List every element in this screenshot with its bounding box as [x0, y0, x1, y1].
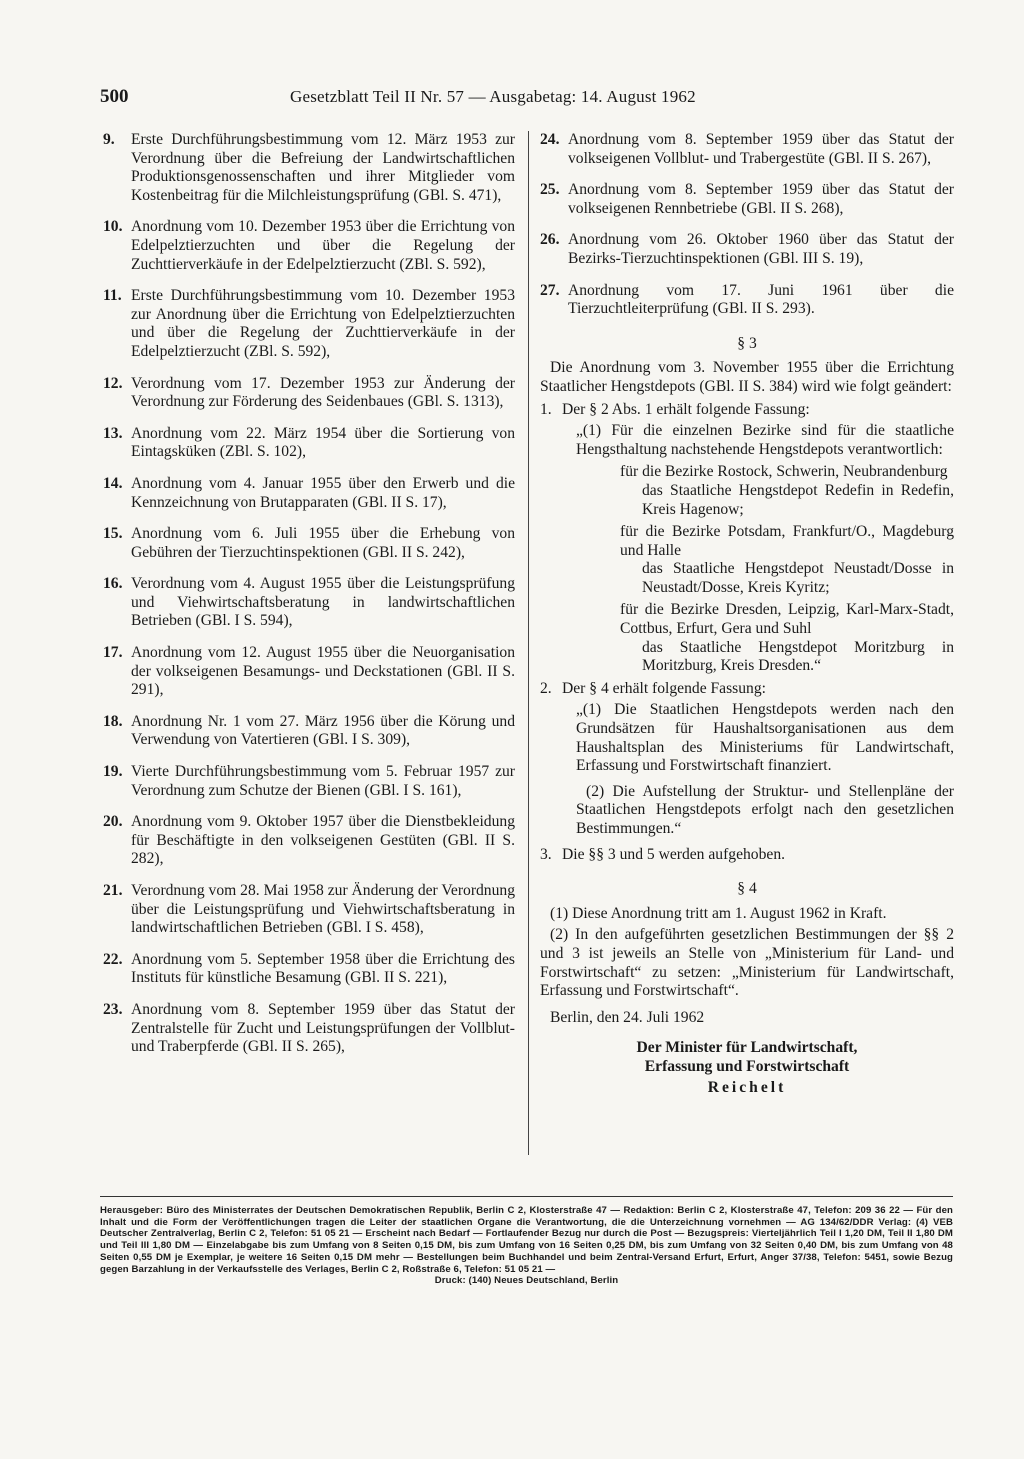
item-number: 24. — [540, 131, 560, 148]
list-item — [103, 425, 515, 462]
item-number: 13. — [103, 424, 123, 442]
page-header — [100, 86, 760, 110]
item-text: Verordnung vom 17. Dezember 1953 zur Änderung der Verordnung zur Förderung des Seidenbaues (GBl. S. 1313), — [131, 374, 515, 411]
signer-name: Reichelt — [707, 1078, 787, 1096]
quoted-text-1 — [540, 422, 954, 676]
footer-rule — [100, 1196, 953, 1197]
item-number: 20. — [103, 813, 123, 831]
list-item — [103, 525, 515, 562]
list-item — [103, 475, 515, 512]
district-group: für die Bezirke Dresden, Leipzig, Karl-Marx-Stadt, Cottbus, Erfurt, Gera und Suhl — [620, 601, 954, 638]
item-text: Anordnung vom 8. September 1959 über das Statut der volkseigenen Vollblut- und Trabergestüte (GBl. II S. 267), — [568, 131, 954, 167]
item-text: Anordnung vom 26. Oktober 1960 über das Statut der Bezirks-Tierzuchtinspektionen (GBl. III S. 19), — [568, 231, 954, 267]
list-item — [103, 131, 515, 205]
section-4-title: § 4 — [737, 880, 757, 898]
list-item — [103, 951, 515, 988]
list-item — [540, 131, 954, 168]
item-text: Verordnung vom 28. Mai 1958 zur Änderung der Verordnung über die Leistungsprüfung und Viehwirtschaftsberatung in landwirtschaftlichen Betrieben (GBl. I S. 458), — [131, 882, 515, 937]
signature-block — [540, 1039, 954, 1076]
amendment-text: Der § 4 erhält folgende Fassung: — [562, 679, 766, 697]
item-number: 15. — [103, 525, 123, 543]
list-item — [103, 713, 515, 750]
list-item — [103, 644, 515, 700]
item-text: Anordnung vom 10. Dezember 1953 über die Errichtung von Edelpelztierzuchten und über die Regelung der Zuchttierverkäufe in der Edelpelztierzucht (ZBl. S. 592), — [131, 218, 515, 273]
item-text: Anordnung vom 22. März 1954 über die Sortierung von Eintagsküken (ZBl. S. 102), — [131, 424, 515, 461]
quote-paragraph: (2) Die Aufstellung der Struktur- und Stellenpläne der Staatlichen Hengstdepots erfolgt nach den gesetzlichen Bestimmungen.“ — [576, 782, 954, 837]
list-item — [103, 1001, 515, 1057]
stud-depot: das Staatliche Hengstdepot Redefin in Redefin, Kreis Hagenow; — [642, 481, 954, 518]
section-3-intro: Die Anordnung vom 3. November 1955 über die Errichtung Staatlicher Hengstdepots (GBl. II S. 384) wird wie folgt geändert: — [540, 359, 954, 395]
item-text: Anordnung vom 5. September 1958 über die Errichtung des Instituts für künstliche Besamung (GBl. II S. 221), — [131, 950, 515, 987]
amendment-text: Der § 2 Abs. 1 erhält folgende Fassung: — [562, 400, 810, 418]
item-text: Anordnung Nr. 1 vom 27. März 1956 über die Körung und Verwendung von Vatertieren (GBl. I S. 309), — [131, 712, 515, 749]
item-number: 26. — [540, 231, 560, 249]
imprint — [100, 1205, 953, 1287]
item-number: 27. — [540, 281, 560, 299]
item-text: Anordnung vom 9. Oktober 1957 über die Dienstbekleidung für Beschäftigte in den volkseigenen Gestüten (GBl. II S. 282), — [131, 813, 515, 868]
item-number: 18. — [103, 712, 123, 730]
amendment-number: 1. — [540, 400, 552, 418]
stud-depot: das Staatliche Hengstdepot Moritzburg in Moritzburg, Kreis Dresden.“ — [642, 638, 954, 675]
list-item — [103, 575, 515, 631]
item-text: Anordnung vom 12. August 1955 über die Neuorganisation der volkseigenen Besamungs- und Deckstationen (GBl. II S. 291), — [131, 644, 515, 699]
page-number: 500 — [100, 86, 129, 107]
amendment-number: 2. — [540, 679, 552, 697]
district-group: für die Bezirke Potsdam, Frankfurt/O., Magdeburg und Halle — [620, 523, 954, 559]
right-column — [540, 131, 954, 1097]
item-text: Erste Durchführungsbestimmung vom 12. März 1953 zur Verordnung über die Befreiung der Landwirtschaftlichen Produktionsgenossenschaften und ihrer Mitglieder vom Kostenbeitrag für die Milchleistungsprüfung (GBl. S. 471), — [131, 131, 515, 204]
item-number: 23. — [103, 1000, 123, 1018]
amendment-number: 3. — [540, 845, 552, 863]
quote-intro: „(1) Für die einzelnen Bezirke sind für die staatliche Hengsthaltung nachstehende Hengstdepots verantwortlich: — [576, 422, 954, 458]
list-item — [103, 218, 515, 274]
item-text: Vierte Durchführungsbestimmung vom 5. Februar 1957 zur Verordnung zum Schutze der Bienen (GBl. I S. 161), — [131, 763, 515, 799]
district-group: für die Bezirke Rostock, Schwerin, Neubrandenburg — [620, 463, 948, 481]
list-item — [540, 282, 954, 319]
list-item — [540, 181, 954, 218]
item-text: Anordnung vom 8. September 1959 über das Statut der volkseigenen Rennbetriebe (GBl. II S. 268), — [568, 181, 954, 217]
item-text: Anordnung vom 6. Juli 1955 über die Erhebung von Gebühren der Tierzuchtinspektionen (GBl. II S. 242), — [131, 525, 515, 561]
list-item — [103, 763, 515, 800]
item-text: Anordnung vom 8. September 1959 über das Statut der Zentralstelle für Zucht und Leistungsprüfungen der Vollblut- und Traberpferde (GBl. II S. 265), — [131, 1000, 515, 1056]
list-item — [540, 231, 954, 268]
item-number: 19. — [103, 763, 123, 781]
item-number: 14. — [103, 474, 123, 492]
list-item — [103, 287, 515, 361]
signature-line: Erfassung und Forstwirtschaft — [644, 1057, 850, 1075]
list-item — [103, 882, 515, 938]
imprint-text: Herausgeber: Büro des Ministerrates der Deutschen Demokratischen Republik, Berlin C 2, Klosterstraße 47 — Redaktion: Berlin C 2, Klosterstraße 47, Telefon: 209 36 22 — Für den Inhalt und die Form der Veröffentlichungen tragen die Leiter der staatlichen Organe die Verantwortung, die die Unterzeichnung vornehmen — AG 134/62/DDR Verlag: (4) VEB Deutscher Zentralverlag, Berlin C 2, Telefon: 51 05 21 — Erscheint nach Bedarf — Fortlaufender Bezug nur durch die Post — Bezugspreis: Vierteljährlich Teil I 1,20 DM, Teil II 1,80 DM und Teil III 1,80 DM — Einzelabgabe bis zum Umfang von 8 Seiten 0,15 DM, bis zum Umfang von 16 Seiten 0,25 DM, bis zum Umfang von 32 Seiten 0,40 DM, bis zum Umfang von 48 Seiten 0,55 DM je Exemplar, je weitere 16 Seiten 0,15 DM mehr — Bestellungen beim Buchhandel und beim Zentral-Versand Erfurt, Erfurt, Anger 37/38, Telefon: 5451, sowie Bezug gegen Barzahlung in der Verkaufsstelle des Verlages, Berlin C 2, Roßstraße 6, Telefon: 51 05 21 — — [100, 1205, 953, 1275]
printer-line: Druck: (140) Neues Deutschland, Berlin — [434, 1275, 619, 1287]
section-3-title: § 3 — [737, 334, 757, 352]
signing-date: Berlin, den 24. Juli 1962 — [550, 1008, 705, 1026]
item-number: 16. — [103, 575, 123, 593]
item-number: 9. — [103, 131, 115, 148]
item-number: 22. — [103, 950, 123, 968]
quote-paragraph: „(1) Die Staatlichen Hengstdepots werden nach den Grundsätzen für Haushaltsorganisationen aus dem Haushaltsplan des Ministeriums für Landwirtschaft, Erfassung und Forstwirtschaft finanziert. — [576, 701, 954, 775]
section-4-paragraph-1: (1) Diese Anordnung tritt am 1. August 1962 in Kraft. — [550, 904, 887, 922]
amendment-text: Die §§ 3 und 5 werden aufgehoben. — [562, 845, 786, 863]
section-4-paragraph-2: (2) In den aufgeführten gesetzlichen Bestimmungen der §§ 2 und 3 ist jeweils an Stelle von „Ministerium für Land- und Forstwirtschaft“ zu setzen: „Ministerium für Landwirtschaft, Erfassung und Forstwirtschaft“. — [540, 926, 954, 1000]
stud-depot: das Staatliche Hengstdepot Neustadt/Dosse in Neustadt/Dosse, Kreis Kyritz; — [642, 560, 954, 596]
item-number: 10. — [103, 218, 123, 236]
amendment-3 — [540, 846, 954, 865]
quoted-text-2 — [540, 701, 954, 838]
column-divider — [528, 131, 529, 1155]
amendment-1 — [540, 401, 954, 420]
item-text: Anordnung vom 17. Juni 1961 über die Tierzuchtleiterprüfung (GBl. II S. 293). — [568, 281, 954, 318]
running-title: Gesetzblatt Teil II Nr. 57 — Ausgabetag: 14. August 1962 — [290, 87, 696, 106]
list-item — [103, 375, 515, 412]
item-number: 11. — [103, 287, 122, 305]
item-text: Erste Durchführungsbestimmung vom 10. Dezember 1953 zur Anordnung über die Errichtung von Edelpelztierzuchten und über die Regelung der Zuchttierverkäufe in der Edelpelztierzucht (ZBl. S. 592), — [131, 287, 515, 360]
item-number: 12. — [103, 374, 123, 392]
item-number: 21. — [103, 882, 123, 899]
item-text: Anordnung vom 4. Januar 1955 über den Erwerb und die Kennzeichnung von Brutapparaten (GBl. II S. 17), — [131, 474, 515, 511]
list-item — [103, 813, 515, 869]
item-number: 25. — [540, 181, 560, 199]
amendment-2 — [540, 680, 954, 699]
left-column — [103, 131, 515, 1070]
item-text: Verordnung vom 4. August 1955 über die Leistungsprüfung und Viehwirtschaftsberatung in landwirtschaftlichen Betrieben (GBl. I S. 594), — [131, 575, 515, 630]
item-number: 17. — [103, 644, 123, 662]
signature-line: Der Minister für Landwirtschaft, — [636, 1039, 858, 1057]
